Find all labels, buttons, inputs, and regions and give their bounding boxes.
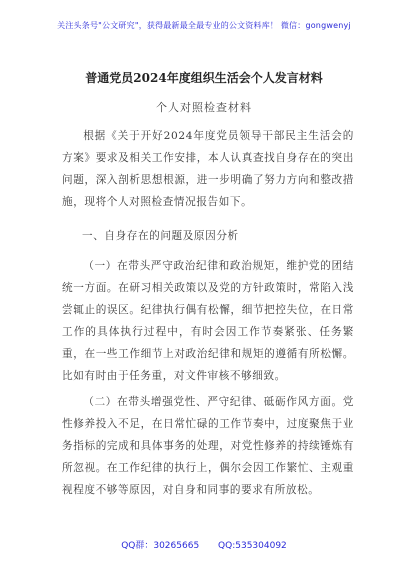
qq-number-text: QQ:535304092 [218,541,287,551]
section-heading: 一、自身存在的问题及原因分析 [82,230,239,242]
intro-paragraph: 根据《关于开好2024年度党员领导干部民主生活会的方案》要求及相关工作安排，本人认真查找自身存在的突出问题，深入剖析思想根源，进一步明确了努力方向和整改措施，现将个人对照检查情况报告如下。 [62,130,354,208]
paragraph-2: （二）在带头增强党性、严守纪律、砥砺作风方面。党性修养投入不足，在日常忙碌的工作节奏中，过度聚焦于业务指标的完成和具体事务的处理，对党性修养的持续锤炼有所忽视。在工作纪律的执行上，偶尔会因工作繁忙、主观重视程度不够等原因，对自身和同事的要求有所放松。 [62,396,354,496]
promo-banner: 关注头条号"公文研究"，获得最新最全最专业的公文资料库！ 微信：gongwenyj [57,21,351,30]
document-title: 普通党员2024年度组织生活会个人发言材料 [85,71,323,85]
qq-group-text: QQ群：30265665 [121,541,200,551]
paragraph-1: （一）在带头严守政治纪律和政治规矩，维护党的团结统一方面。在研习相关政策以及党的方针政策时，常陷入浅尝辄止的误区。纪律执行偶有松懈，细节把控失位，在日常工作的具体执行过程中，有时会因工作节奏紧张、任务繁重，在一些工作细节上对政治纪律和规矩的遵循有所松懈。比如有时由于任务重，对文件审核不够细致。 [62,260,354,382]
footer-contact [0,538,408,551]
document-subtitle: 个人对照检查材料 [156,101,252,114]
